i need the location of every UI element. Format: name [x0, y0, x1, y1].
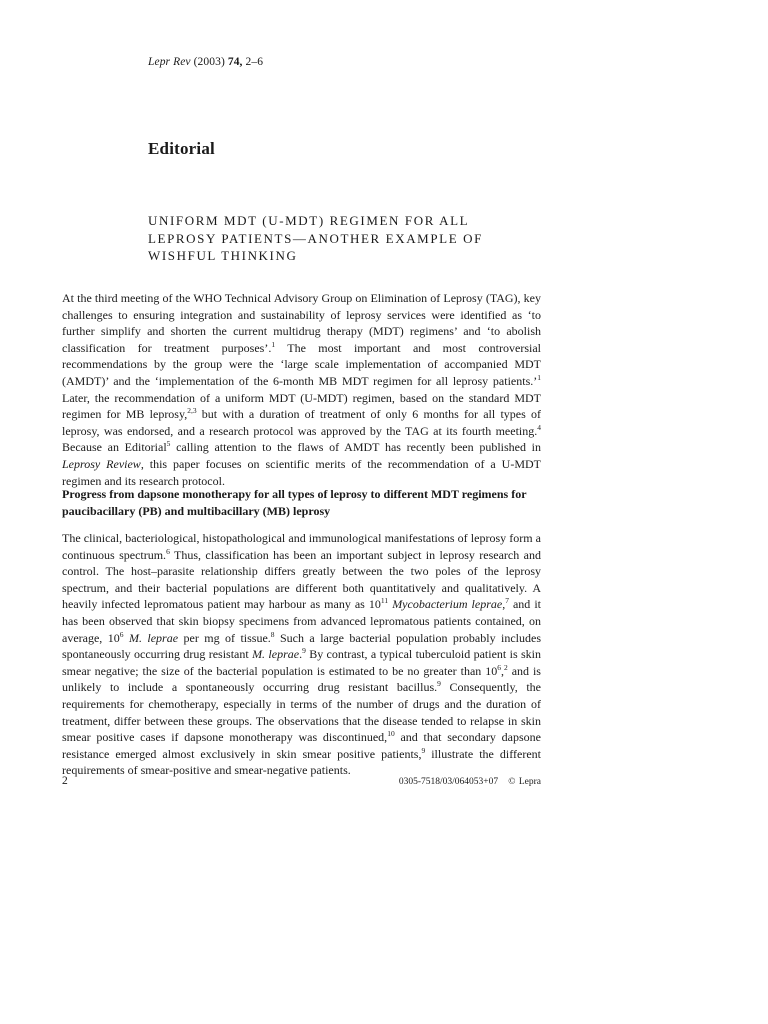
text-run: The most important and most controversial recommendations by the group were the ‘large scale implementation of accompanied MDT (AMDT)’ and the ‘implementation of the 6-month MB MDT regimen for all leprosy patients.’: [62, 340, 541, 388]
species-name: M. leprae: [252, 647, 300, 662]
journal-year: (2003): [190, 56, 228, 68]
text-run: and it has been observed that skin biopsy specimens from advanced lepromatous patients contained, on average, 10: [62, 597, 542, 645]
article-title: [148, 212, 568, 265]
paragraph-intro: [62, 290, 541, 489]
reference-mark: 4: [537, 422, 541, 432]
journal-pages: 2–6: [242, 56, 264, 68]
reference-mark: 8: [270, 629, 275, 639]
reference-mark: 1: [271, 339, 276, 349]
running-head: [148, 56, 263, 68]
text-run: Because an Editorial: [62, 440, 167, 455]
text-run: Consequently, the requirements for chemotherapy, especially in terms of the number of drugs and the duration of treatment, differ between these groups. The observations that the disease tended to relapse in skin smear positive cases if dapsone monotherapy was discontinued,: [62, 680, 542, 745]
journal-volume: 74,: [227, 56, 243, 68]
journal-name: Leprosy Review: [62, 456, 141, 471]
text-run: illustrate the different requirements of smear-positive and smear-negative patients.: [62, 746, 541, 778]
text-run: Thus, classification has been an important subject in leprosy research and control. The host–parasite relationship differs greatly between the two poles of the leprosy spectrum, and their bacterial populations are different both quantitatively and qualitatively. A heavily infected lepromatous patient may harbour as many as 10: [62, 547, 541, 612]
species-name: M. leprae: [128, 630, 179, 645]
footer-code: [399, 777, 541, 787]
journal-abbrev: Lepr Rev: [148, 56, 191, 68]
text-run: calling attention to the flaws of AMDT has recently been published in: [170, 440, 541, 455]
text-run: ,: [500, 663, 504, 678]
exponent: 6: [119, 629, 124, 639]
exponent: 6: [497, 662, 501, 672]
reference-mark: 9: [302, 646, 306, 656]
reference-mark: 10: [387, 729, 395, 739]
copyright-notice: © Lepra: [508, 777, 541, 787]
text-run: At the third meeting of the WHO Technical Advisory Group on Elimination of Leprosy (TAG), key challenges to ensuring integration and sustainability of leprosy services were identified as ‘to further simplify and shorten the current multidrug therapy (MDT) regimens’ and ‘to abolish classification for treatment purposes’.: [62, 291, 541, 355]
reference-mark: 1: [537, 372, 541, 382]
text-run: By contrast, a typical tuberculoid patient is skin smear negative; the size of the bacterial population is estimated to be no greater than 10: [62, 647, 541, 678]
page-number: 2: [62, 775, 68, 787]
text-run: , this paper focuses on scientific merits of the recommendation of a U-MDT regimen and its research protocol.: [62, 456, 541, 488]
section-heading: Progress from dapsone monotherapy for all types of leprosy to different MDT regimens for paucibacillary (PB) and multibacillary (MB) leprosy: [62, 487, 527, 518]
title-line-3: WISHFUL THINKING: [148, 248, 298, 263]
text-run: ,: [502, 597, 506, 612]
reference-mark: 7: [505, 596, 509, 606]
text-run: and is unlikely to include a spontaneously occurring drug resistant bacillus.: [62, 663, 541, 695]
section-label: Editorial: [148, 139, 215, 158]
text-run: Such a large bacterial population probably includes spontaneously occurring drug resistant: [62, 630, 541, 662]
reference-mark: 5: [166, 439, 171, 449]
reference-mark: 9: [421, 745, 426, 755]
text-run: .: [299, 647, 303, 662]
title-line-2: LEPROSY PATIENTS—ANOTHER EXAMPLE OF: [148, 230, 483, 246]
text-run: but with a duration of treatment of only 6 months for all types of leprosy, was endorsed, and a research protocol was approved by the TAG at its fourth meeting.: [62, 407, 541, 438]
text-run: The clinical, bacteriological, histopathological and immunological manifestations of leprosy form a continuous spectrum.: [62, 531, 541, 562]
species-name: Mycobacterium leprae: [392, 597, 503, 612]
issn-code: 0305-7518/03/064053+07: [398, 777, 499, 787]
reference-mark: 6: [166, 546, 170, 556]
text-run: per mg of tissue.: [178, 630, 271, 645]
text-run: and that secondary dapsone resistance emerged almost exclusively in skin smear positive patients,: [62, 730, 541, 761]
text-run: Later, the recommendation of a uniform MDT (U-MDT) regimen, based on the standard MDT regimen for MB leprosy,: [62, 390, 541, 422]
exponent: 11: [380, 596, 389, 606]
paragraph-spectrum: [62, 530, 541, 779]
title-line-1: UNIFORM MDT (U-MDT) REGIMEN FOR ALL: [148, 213, 470, 228]
reference-mark: 2,3: [187, 406, 197, 416]
reference-mark: 9: [437, 679, 441, 689]
reference-mark: 2: [503, 662, 508, 672]
